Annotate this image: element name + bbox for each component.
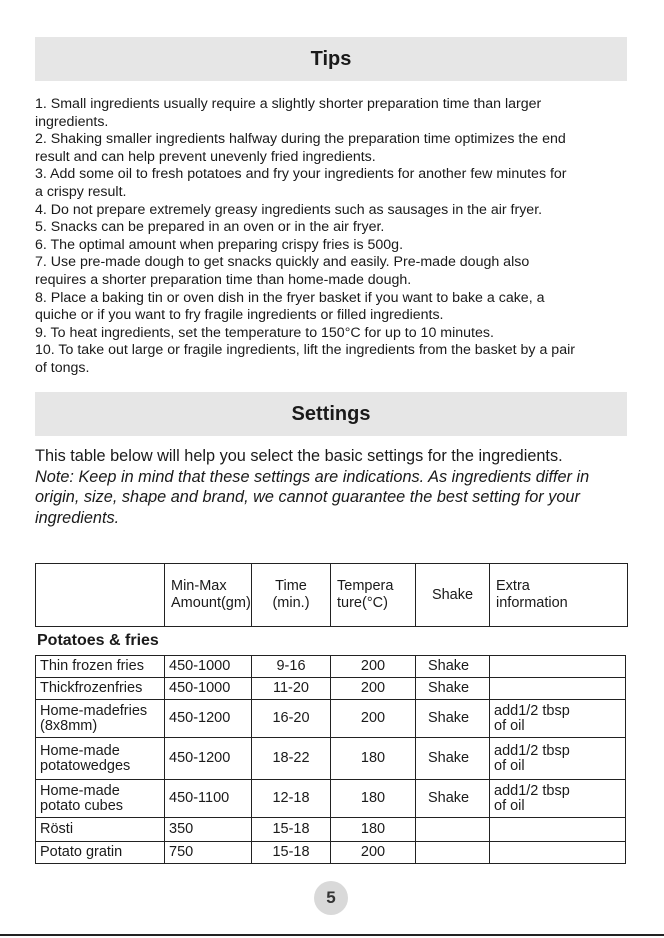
- tip-item: 3. Add some oil to fresh potatoes and fry your ingredients for another few minutes for a crispy result.: [35, 166, 567, 200]
- row-temperature: 200: [331, 842, 416, 864]
- settings-title: Settings: [291, 402, 371, 425]
- row-amount: 450-1200: [165, 738, 252, 780]
- row-amount: 450-1100: [165, 780, 252, 818]
- settings-table-header: [35, 563, 628, 627]
- tip-item: 1. Small ingredients usually require a slightly shorter preparation time than larger ingredients.: [35, 96, 542, 130]
- row-food-name: Rösti: [36, 818, 165, 842]
- row-extra-info: add1/2 tbsp of oil: [490, 738, 626, 780]
- row-extra-info: add1/2 tbsp of oil: [490, 700, 626, 738]
- row-food-name: Home-madefries (8x8mm): [36, 700, 165, 738]
- row-amount: 450-1000: [165, 678, 252, 700]
- settings-table-body: [35, 655, 626, 864]
- row-amount: 450-1200: [165, 700, 252, 738]
- table-row: [36, 738, 626, 780]
- tip-item: 8. Place a baking tin or oven dish in the fryer basket if you want to bake a cake, a quiche or if you want to fry fragile ingredients or filled ingredients.: [35, 289, 545, 324]
- row-food-name: Thickfrozenfries: [36, 678, 165, 700]
- tip-item: 7. Use pre-made dough to get snacks quickly and easily. Pre-made dough also requires a shorter preparation time than home-made dough.: [35, 254, 530, 288]
- tip-item: 9. To heat ingredients, set the temperature to 150°C for up to 10 minutes.: [35, 324, 494, 341]
- row-shake: Shake: [416, 780, 490, 818]
- tip-item: 5. Snacks can be prepared in an oven or in the air fryer.: [35, 219, 385, 236]
- row-shake: Shake: [416, 678, 490, 700]
- row-amount: 750: [165, 842, 252, 864]
- row-food-name: Home-made potato cubes: [36, 780, 165, 818]
- row-time: 9-16: [252, 656, 331, 678]
- row-shake: Shake: [416, 700, 490, 738]
- row-temperature: 180: [331, 818, 416, 842]
- header-time: Time (min.): [252, 564, 331, 627]
- row-temperature: 180: [331, 780, 416, 818]
- tip-item: 10. To take out large or fragile ingredients, lift the ingredients from the basket by a pair of tongs.: [35, 342, 575, 376]
- table-row: [36, 842, 626, 864]
- tips-title: Tips: [310, 47, 352, 70]
- tip-item: 4. Do not prepare extremely greasy ingredients such as sausages in the air fryer.: [35, 201, 543, 218]
- row-temperature: 200: [331, 700, 416, 738]
- row-time: 16-20: [252, 700, 331, 738]
- row-amount: 450-1000: [165, 656, 252, 678]
- row-time: 15-18: [252, 842, 331, 864]
- table-row: [36, 818, 626, 842]
- table-row: [36, 700, 626, 738]
- header-amount: Min-Max Amount(gm): [165, 564, 252, 627]
- row-extra-info: [490, 678, 626, 700]
- row-extra-info: add1/2 tbsp of oil: [490, 780, 626, 818]
- row-shake: [416, 818, 490, 842]
- header-temperature: Tempera ture(°C): [331, 564, 416, 627]
- table-row: [36, 656, 626, 678]
- header-shake: Shake: [416, 564, 490, 627]
- row-extra-info: [490, 842, 626, 864]
- settings-heading-band: [35, 392, 627, 436]
- settings-intro-text: This table below will help you select the basic settings for the ingredients.: [35, 447, 563, 465]
- row-temperature: 200: [331, 656, 416, 678]
- row-shake: Shake: [416, 738, 490, 780]
- row-extra-info: [490, 656, 626, 678]
- header-blank-cell: [36, 564, 165, 627]
- page-number-badge: [314, 881, 348, 915]
- table-row: [36, 678, 626, 700]
- row-temperature: 200: [331, 678, 416, 700]
- settings-intro: [35, 446, 635, 528]
- section-potatoes-fries: Potatoes & fries: [37, 632, 159, 649]
- settings-note: Note: Keep in mind that these settings are indications. As ingredients differ in origin, size, shape and brand, we cannot guarantee the best setting for your ingredients.: [35, 467, 590, 527]
- row-shake: [416, 842, 490, 864]
- row-amount: 350: [165, 818, 252, 842]
- tip-item: 6. The optimal amount when preparing crispy fries is 500g.: [35, 236, 404, 253]
- header-extra-info: Extra information: [490, 564, 628, 627]
- bottom-divider: [0, 934, 664, 936]
- row-time: 12-18: [252, 780, 331, 818]
- row-shake: Shake: [416, 656, 490, 678]
- tip-item: 2. Shaking smaller ingredients halfway during the preparation time optimizes the end result and can help prevent unevenly fried ingredients.: [35, 131, 566, 165]
- row-food-name: Home-made potatowedges: [36, 738, 165, 780]
- row-food-name: Thin frozen fries: [36, 656, 165, 678]
- row-time: 15-18: [252, 818, 331, 842]
- row-extra-info: [490, 818, 626, 842]
- tips-heading-band: [35, 37, 627, 81]
- row-time: 18-22: [252, 738, 331, 780]
- page-number: 5: [326, 888, 336, 907]
- row-time: 11-20: [252, 678, 331, 700]
- row-temperature: 180: [331, 738, 416, 780]
- table-row: [36, 780, 626, 818]
- row-food-name: Potato gratin: [36, 842, 165, 864]
- tips-list: [35, 96, 635, 378]
